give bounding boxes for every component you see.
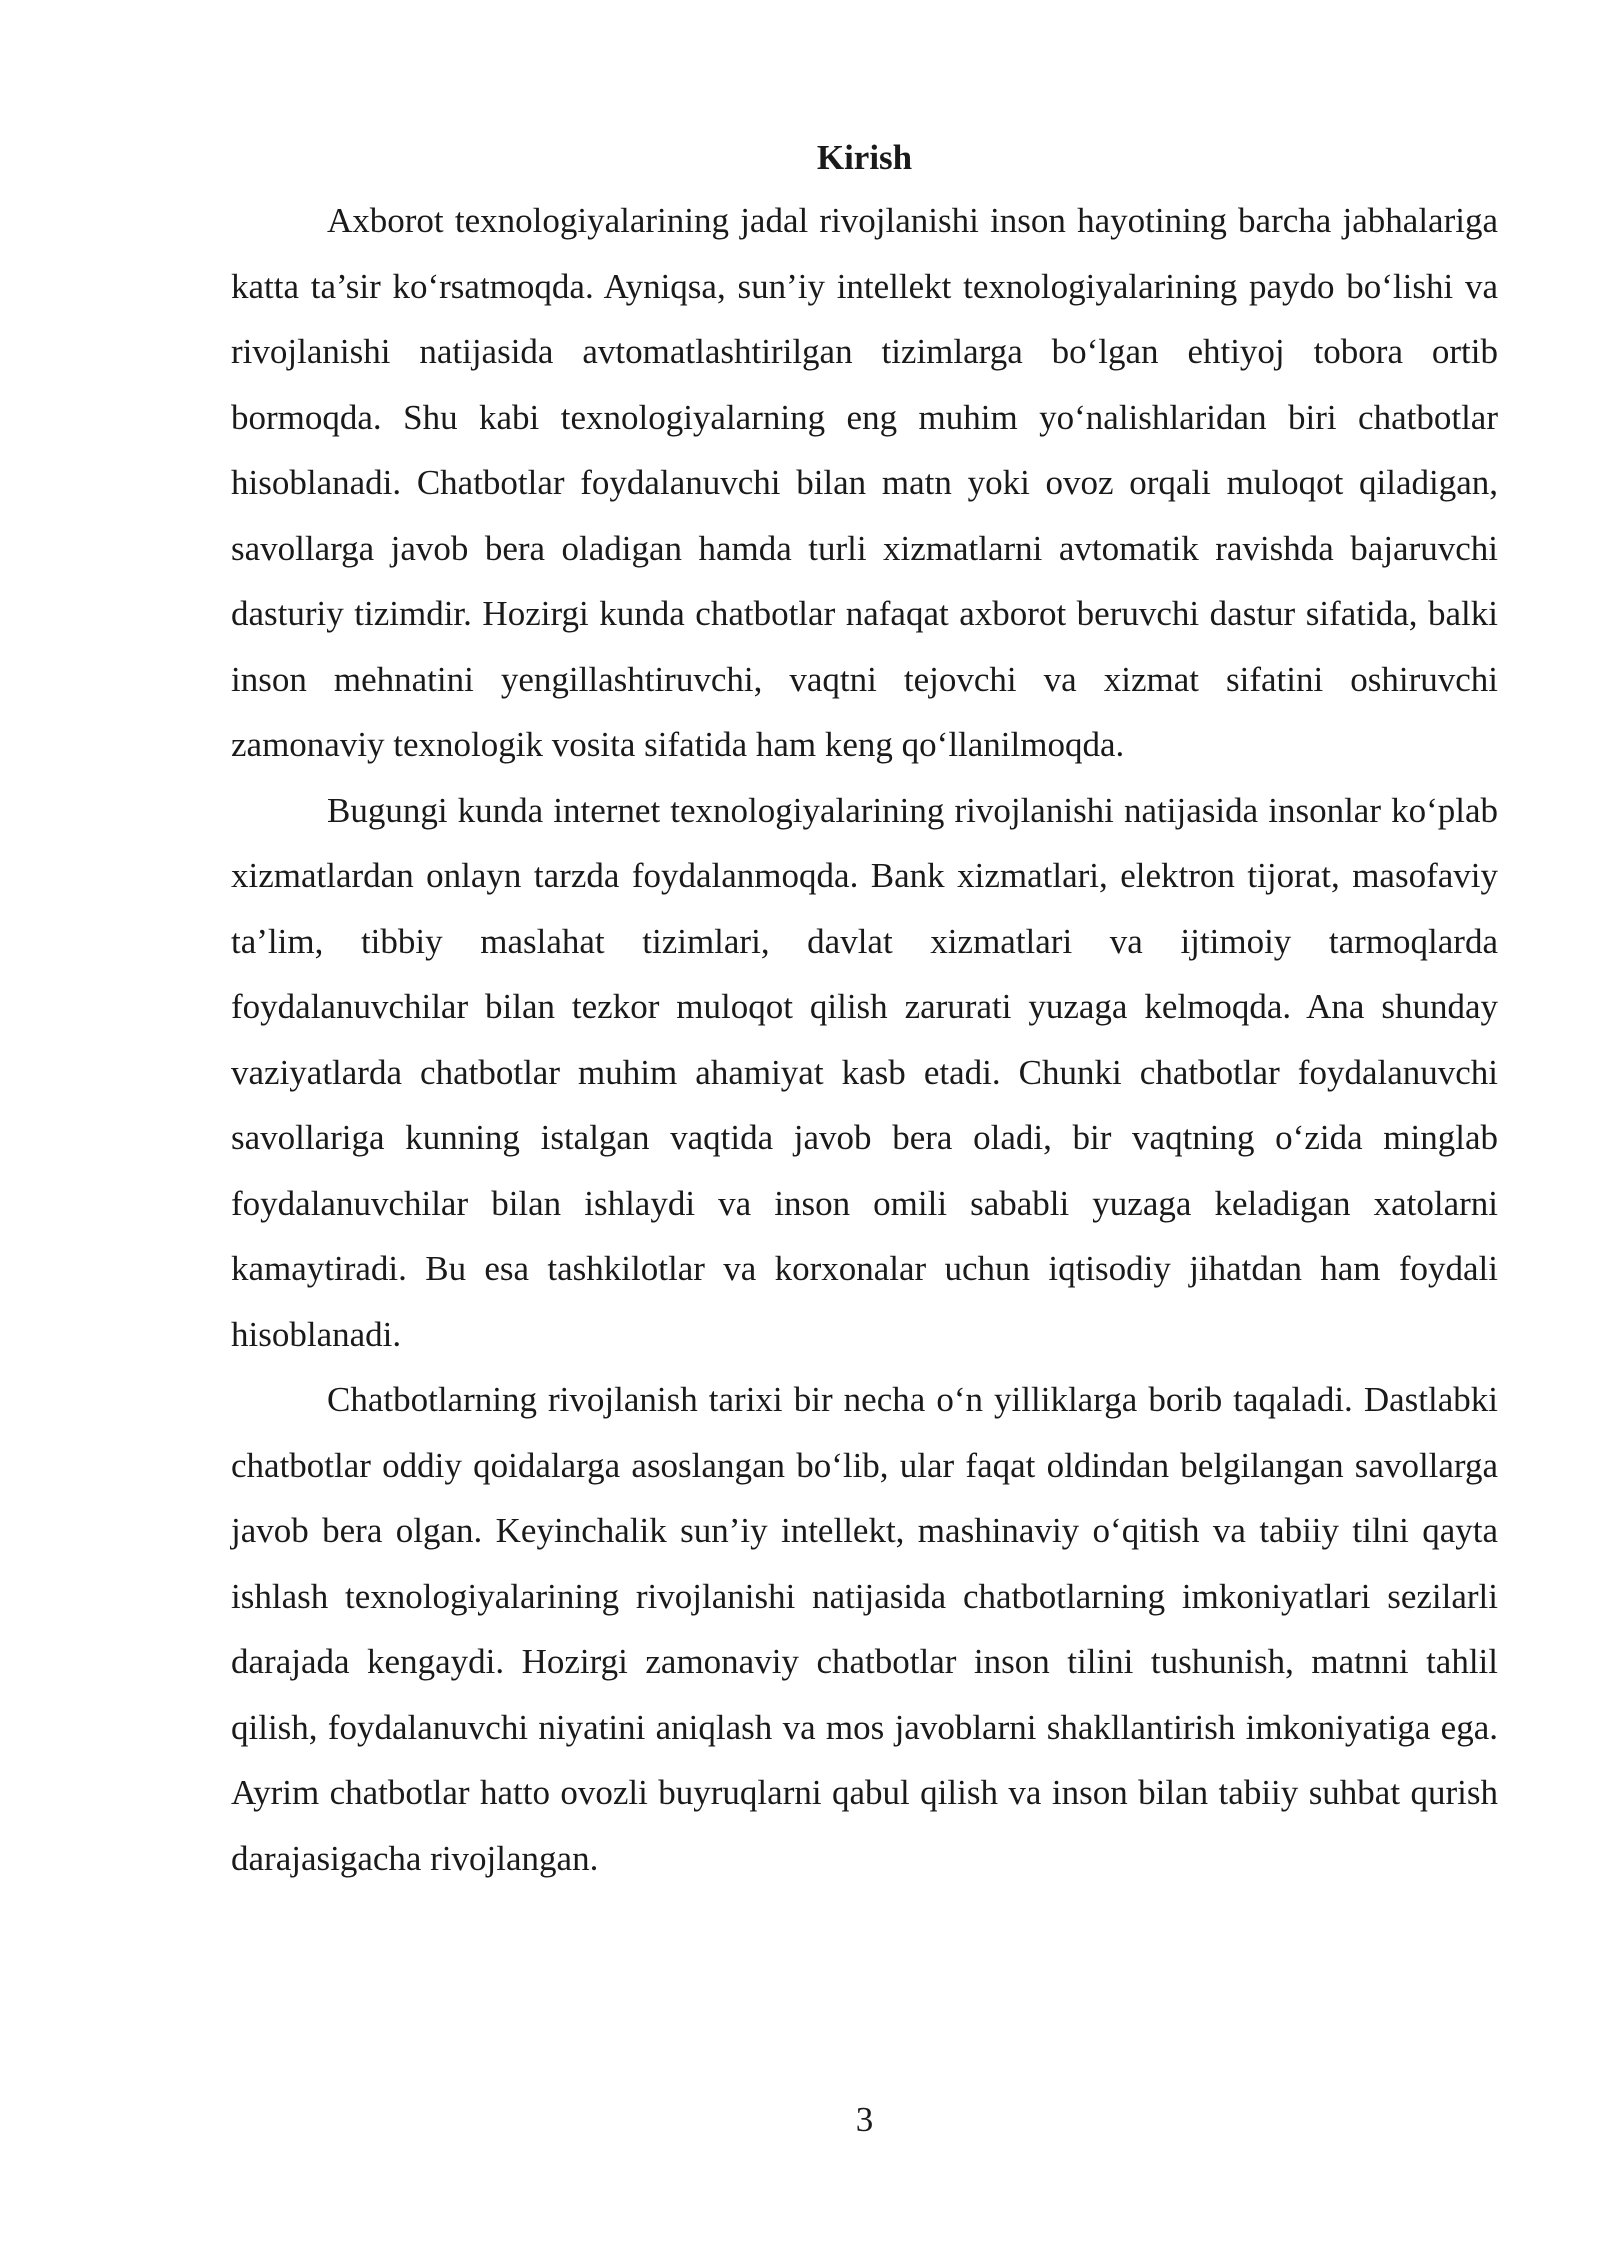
page-number: 3 [855,2100,874,2139]
page-content [231,128,1498,1891]
paragraph-2: Bugungi kunda internet texnologiyalarining rivojlanishi natijasida insonlar ko‘plab xizmatlardan onlayn tarzda foydalanmoqda. Bank xizmatlari, elektron tijorat, masofaviy ta’lim, tibbiy maslahat tizimlari, davlat xizmatlari va ijtimoiy tarmoqlarda foydalanuvchilar bilan tezkor muloqot qilish zarurati yuzaga kelmoqda. Ana shunday vaziyatlarda chatbotlar muhim ahamiyat kasb etadi. Chunki chatbotlar foydalanuvchi savollariga kunning istalgan vaqtida javob bera oladi, bir vaqtning o‘zida minglab foydalanuvchilar bilan ishlaydi va inson omili sababli yuzaga keladigan xatolarni kamaytiradi. Bu esa tashkilotlar va korxonalar uchun iqtisodiy jihatdan ham foydali hisoblanadi. [231,790,1498,1354]
section-title: Kirish [816,138,913,177]
paragraph-3: Chatbotlarning rivojlanish tarixi bir necha o‘n yilliklarga borib taqaladi. Dastlabki chatbotlar oddiy qoidalarga asoslangan bo‘lib, ular faqat oldindan belgilangan savollarga javob bera olgan. Keyinchalik sun’iy intellekt, mashinaviy o‘qitish va tabiiy tilni qayta ishlash texnologiyalarining rivojlanishi natijasida chatbotlarning imkoniyatlari sezilarli darajada kengaydi. Hozirgi zamonaviy chatbotlar inson tilini tushunish, matnni tahlil qilish, foydalanuvchi niyatini aniqlash va mos javoblarni shakllantirish imkoniyatiga ega. Ayrim chatbotlar hatto ovozli buyruqlarni qabul qilish va inson bilan tabiiy suhbat qurish darajasigacha rivojlangan. [231,1380,1498,1878]
paragraph-1: Axborot texnologiyalarining jadal rivojlanishi inson hayotining barcha jabhalariga katta ta’sir ko‘rsatmoqda. Ayniqsa, sun’iy intellekt texnologiyalarining paydo bo‘lishi va rivojlanishi natijasida avtomatlashtirilgan tizimlarga bo‘lgan ehtiyoj tobora ortib bormoqda. Shu kabi texnologiyalarning eng muhim yo‘nalishlaridan biri chatbotlar hisoblanadi. Chatbotlar foydalanuvchi bilan matn yoki ovoz orqali muloqot qiladigan, savollarga javob bera oladigan hamda turli xizmatlarni avtomatik ravishda bajaruvchi dasturiy tizimdir. Hozirgi kunda chatbotlar nafaqat axborot beruvchi dastur sifatida, balki inson mehnatini yengillashtiruvchi, vaqtni tejovchi va xizmat sifatini oshiruvchi zamonaviy texnologik vosita sifatida ham keng qo‘llanilmoqda. [231,201,1498,764]
